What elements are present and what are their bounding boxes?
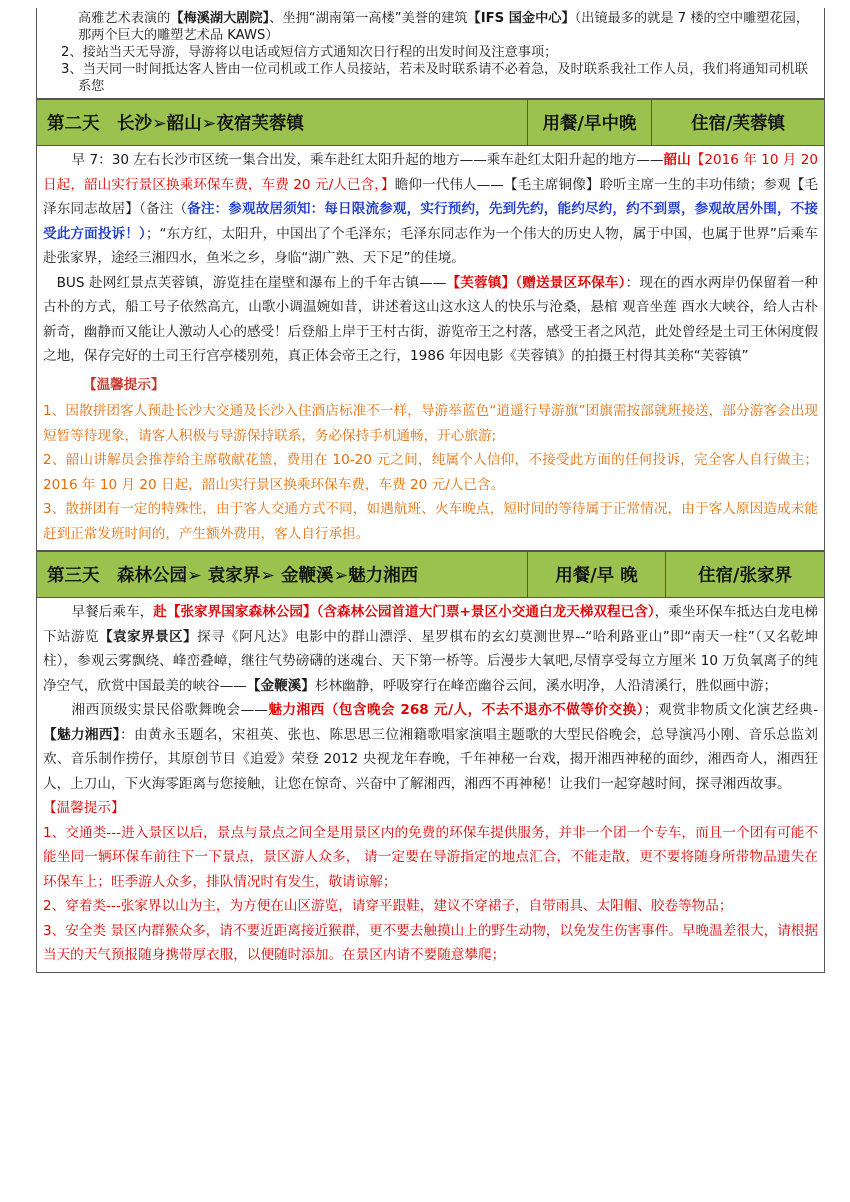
text-run: 早 7：30 左右长沙市区统一集合出发，乘车赴红太阳升起的地方——乘车赴红太阳升起的地方—— — [71, 152, 664, 168]
day2-paragraph-1 — [43, 148, 818, 271]
day2-header — [36, 99, 825, 146]
day2-tip-2: 2、韶山讲解员会推荐给主席敬献花篮，费用在 10-20 元之间，纯属个人信仰，不接受此方面的任何投诉，完全客人自行做主；2016 年 10 月 20 日起，韶山实行景区换乘环保车费，车费 20 元/人已含。 — [43, 452, 818, 493]
intro-item-3: 3、当天同一时间抵达客人皆由一位司机或工作人员接站，若未及时联系请不必着急，及时联系我社工作人员，我们将通知司机联系您 — [61, 62, 808, 94]
day3-paragraph-1 — [43, 600, 818, 698]
day3-tip-3: 3、安全类 景区内群猴众多，请不要近距离接近猴群，更不要去触摸山上的野生动物，以免发生伤害事件。早晚温差很大，请根据当天的天气预报随身携带厚衣服，以便随时添加。在景区内请不要随意攀爬； — [43, 922, 818, 963]
text-run: 魅力湘西（包含晚会 268 元/人，不去不退亦不做等价交换） — [267, 702, 644, 718]
text-run: 【梅溪湖大剧院】 — [170, 11, 270, 26]
day3-body — [36, 598, 825, 973]
day3-tip-1: 1、交通类---进入景区以后，景点与景点之间全是用景区内的免费的环保车提供服务，并非一个团一个专车，而且一个团有可能不能坐同一辆环保车前往下一下景点，景区游人众多， 请一定要在导游指定的地点汇合，不能走散，更不要将随身所带物品遗失在环保车上；旺季游人众多，排队情况时有发生，敬请谅解； — [43, 824, 818, 890]
intro-item-2: 2、接站当天无导游，导游将以电话或短信方式通知次日行程的出发时间及注意事项； — [61, 45, 558, 60]
day3-tip-2: 2、穿着类---张家界以山为主，为方便在山区游览，请穿平跟鞋，建议不穿裙子，自带雨具、太阳帽、胶卷等物品； — [43, 898, 733, 914]
text-run: 【2016 年 10 月 20 日起，韶山实行景区换乘环保车费，车费 20 元/人已含，】 — [43, 152, 818, 193]
day2-stay: 住宿/芙蓉镇 — [691, 114, 785, 134]
text-run: ，乘坐环保车抵达白龙电梯下站游览 — [43, 604, 818, 645]
text-run: 【魅力湘西】 — [43, 726, 121, 743]
text-run: （出镜最多的就是 7 楼的空中雕塑花园，那两个巨大的雕塑艺术品 KAWS） — [78, 11, 810, 43]
text-run: 备注：参观故居须知：每日限流参观，实行预约，先到先约，能约尽约，约不到票，参观故居外围，不接受此方面投诉！） — [43, 201, 819, 242]
text-run: 高雅艺术表演的 — [78, 11, 171, 26]
day2-title: 第二天 长沙➢韶山➢夜宿芙蓉镇 — [37, 100, 528, 145]
intro-section — [36, 8, 825, 99]
day2-meals: 用餐/早中晚 — [528, 100, 652, 145]
text-run: ：由黄永玉题名，宋祖英、张也、陈思思三位湘籍歌唱家演唱主题歌的大型民俗晚会，总导演冯小刚、音乐总监刘欢、音乐制作捞仔，其原创节目《追爱》荣登 2012 央视龙年春晚，千年神秘一台戏，揭开湘西神秘的面纱，湘西奇人，湘西狂人，上刀山，下火海零距离与您接触，让您在惊奇、兴奋中了解湘西，湘西不再神秘！让我们一起穿越时间，探寻湘西故事。 — [43, 726, 819, 792]
day3-paragraph-2 — [43, 698, 818, 796]
day2-paragraph-2 — [43, 271, 818, 369]
text-run: 、坐拥“湖南第一高楼”美誉的建筑 — [269, 11, 468, 26]
day3-meals: 用餐/早 晚 — [528, 552, 666, 597]
itinerary-sheet — [36, 8, 825, 973]
day2-body — [36, 146, 825, 551]
text-run: 赴【张家界国家森林公园】（含森林公园首道大门票+景区小交通白龙天梯双程已含） — [153, 604, 655, 620]
text-run: 【袁家界景区】 — [99, 628, 198, 645]
text-run: ；观赏非物质文化演艺经典- — [644, 702, 818, 718]
day2-tip-3: 3、散拼团有一定的特殊性，由于客人交通方式不同，如遇航班、火车晚点，短时间的等待属于正常情况，由于客人原因造成未能赶到正常发班时间的，产生额外费用，客人自行承担。 — [43, 501, 818, 542]
intro-line-1 — [61, 10, 814, 44]
day3-stay: 住宿/张家界 — [698, 566, 792, 586]
text-run: 早餐后乘车， — [71, 604, 154, 620]
day3-title: 第三天 森林公园➢ 袁家界➢ 金鞭溪➢魅力湘西 — [37, 552, 528, 597]
text-run: 瞻仰一代伟人——【毛主席铜像】聆听主席一生的丰功伟绩；参观【毛泽东同志故居】（备注（ — [43, 176, 819, 217]
text-run: 【芙蓉镇】（赠送景区环保车） — [446, 274, 626, 291]
text-run: 杉林幽静，呼吸穿行在峰峦幽谷云间，溪水明净，人沿清溪行，胜似画中游； — [314, 677, 778, 694]
day3-tips-title: 【温馨提示】 — [43, 800, 125, 816]
text-run: 【IFS 国金中心】 — [467, 11, 575, 26]
day2-tips-title: 【温馨提示】 — [83, 376, 165, 393]
text-run: 韶山 — [663, 152, 691, 168]
text-run: ；“东方红，太阳升，中国出了个毛泽东；毛泽东同志作为一个伟大的历史人物，属于中国，也属于世界”后乘车赴张家界，途经三湘四水，鱼米之乡，身临“湖广熟、天下足”的佳境。 — [43, 225, 818, 266]
text-run: 湘西顶级实景民俗歌舞晚会—— — [71, 702, 268, 718]
day2-tip-1: 1、因散拼团客人预赴长沙大交通及长沙入住酒店标准不一样，导游举蓝色“逍遥行导游旗”团旗需按部就班接送，部分游客会出现短暂等待现象，请客人积极与导游保持联系，务必保持手机通畅，开心旅游; — [43, 403, 818, 444]
day3-header — [36, 551, 825, 598]
text-run: BUS 赴网红景点芙蓉镇，游览挂在崖壁和瀑布上的千年古镇—— — [56, 274, 447, 291]
text-run: ：现在的酉水两岸仍保留着一种古朴的方式，船工号子依然高亢，山歌小调温婉如昔，讲述着这山这水这人的快乐与沧桑，悬棺 观音坐莲 酉水大峡谷，给人古朴新奇，幽静而又能让人激动人心的感受！后登船上岸于王村古街，游览帝王之村落，感受王者之风范，此处曾经是土司王休闲度假之地，保存完好的土司王行宫亭楼别苑，真正体会帝王之行，1986 年因电影《芙蓉镇》的拍摄王村得其美称“芙蓉镇” — [43, 274, 819, 364]
text-run: 【金鞭溪】 — [246, 677, 315, 694]
text-run: 探寻《阿凡达》电影中的群山漂浮、星罗棋布的玄幻莫测世界--“哈利路亚山”即“南天一柱”（又名乾坤柱），参观云雾飘绕、峰峦叠嶂，继往气势磅礴的迷魂台、天下第一桥等。后漫步大氧吧,尽情享受每立方厘米 10 万负氧离子的纯净空气，欣赏中国最美的峡谷—— — [43, 628, 818, 694]
